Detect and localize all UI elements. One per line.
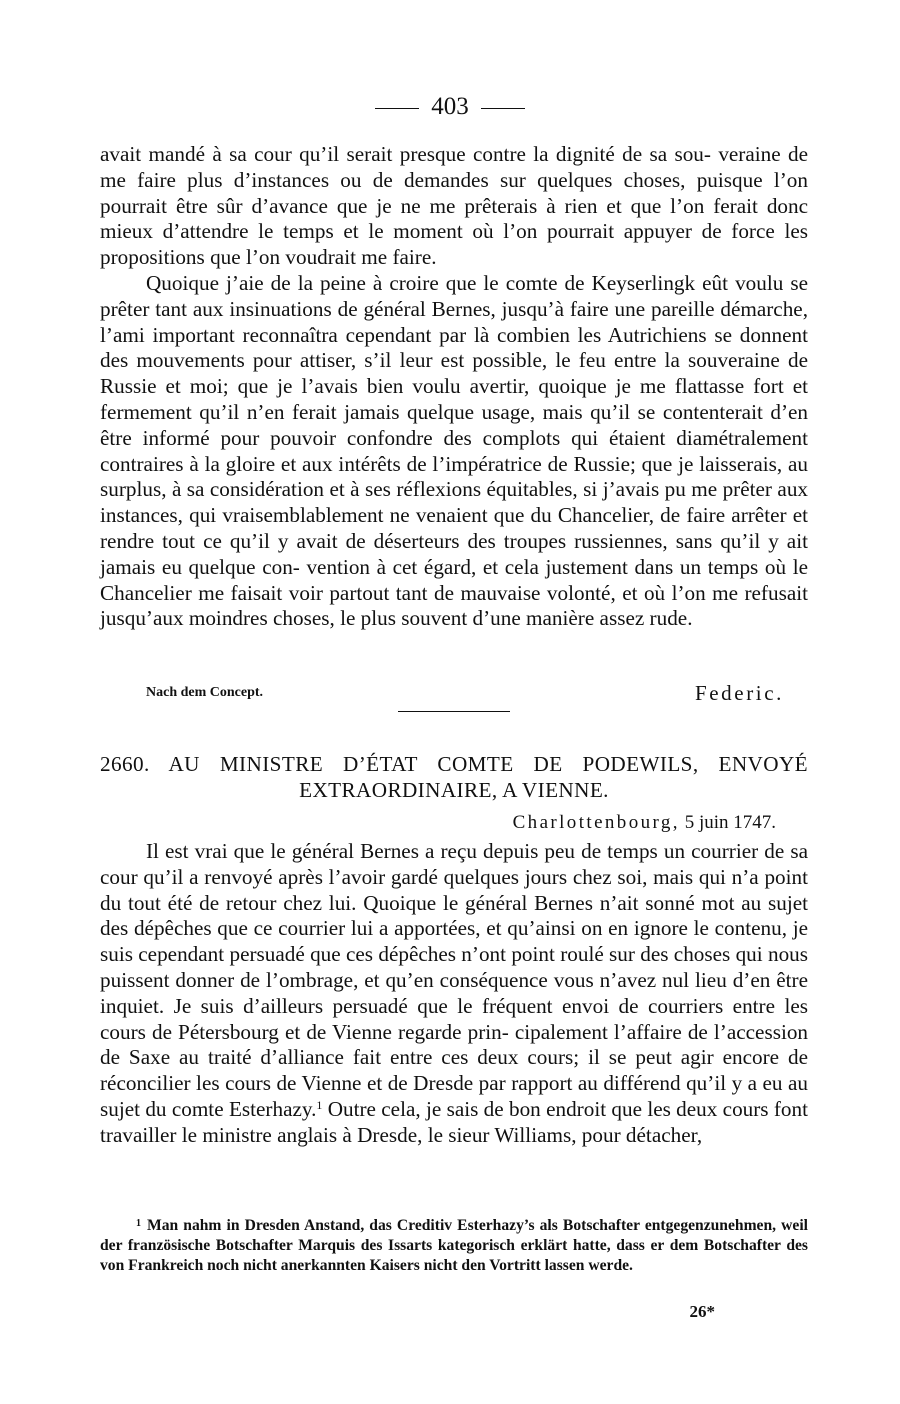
text-line: courrier de sa cour qu’il a renvoyé après l’avoir gardé quelques jours xyxy=(100,839,808,889)
text-line: persuadé que ces dépêches n’ont point roulé sur des choses qui nous xyxy=(229,942,809,967)
header-dash-left xyxy=(375,108,419,109)
text-line: combien les Autrichiens se donnent des mouvements pour attiser, s’il xyxy=(100,322,808,373)
text-line: lui a apportées, et qu’ainsi on en ignore le contenu, je suis cependant xyxy=(100,916,809,967)
page-number: 403 xyxy=(431,93,469,120)
footnote-marker: 1 xyxy=(136,1218,141,1229)
text-line: travailler le ministre anglais à Dresde, le sieur Williams, pour détacher, xyxy=(100,1122,703,1147)
dateline-place: Charlottenbourg, xyxy=(512,812,680,833)
text-line: laisserais, au surplus, à sa considération et à ses réflexions équitables, si xyxy=(100,451,808,502)
text-line: Il est vrai que le général Bernes a reçu depuis peu de temps un xyxy=(146,839,686,863)
text-line: de courriers entre les cours de Pétersbourg et de Vienne regarde prin- xyxy=(100,993,808,1044)
header-dash-right xyxy=(481,108,525,109)
text-line: et que l’on ferait donc mieux d’attendre le temps et le moment où xyxy=(100,193,809,244)
closing-row xyxy=(146,679,786,709)
text-line: veraine de me faire plus d’instances ou de demandes sur quelques choses, xyxy=(100,142,809,192)
text-line: Esterhazy. xyxy=(228,1096,317,1121)
footnote-text: Man nahm in Dresden Anstand, das Creditiv Esterhazy’s als Botschafter entgegenzunehmen, weil der französische Botschafter Marquis des Issarts kategorisch erklärt hatte, dass er dem Botschafter des von Frankreich noch nicht anerkannten Kaisers nicht den Vortritt lassen werde. xyxy=(100,1217,808,1275)
heading-line-2: EXTRAORDINAIRE, A VIENNE. xyxy=(299,778,609,802)
text-line: j’avais pu me prêter aux instances, qui vraisemblablement ne venaient xyxy=(100,477,809,528)
text-line: vention à cet égard, et cela justement dans un temps où le Chancelier xyxy=(100,554,808,605)
text-line: informé pour pouvoir confondre des complots qui étaient diamétralement xyxy=(142,425,808,450)
paragraph-keyserlingk xyxy=(100,271,808,632)
text-line: puissent donner de l’ombrage, et qu’en conséquence vous n’avez nul xyxy=(100,967,690,992)
text-line: voulu se prêter tant aux insinuations de général Bernes, jusqu’à faire xyxy=(100,270,809,321)
footnote-reference[interactable]: 1 xyxy=(316,1097,323,1112)
section-divider xyxy=(398,711,510,712)
text-line: que du Chancelier, de faire arrêter et rendre tout ce qu’il y avait de xyxy=(100,503,808,553)
text-line: ces deux cours; il se peut agir encore de réconcilier les cours de Vienne xyxy=(100,1045,809,1096)
paragraph-bernes xyxy=(100,839,808,1149)
text-line: Quoique j’aie de la peine à croire que le comte de Keyserlingk eût xyxy=(146,270,729,295)
text-line: jusqu’aux moindres choses, le plus souvent d’une manière assez rude. xyxy=(100,606,693,631)
text-line: lieu d’en être inquiet. Je suis d’ailleurs persuadé que le fréquent envoi xyxy=(100,967,809,1018)
footnote xyxy=(100,1214,808,1277)
text-line: chez soi, mais qui n’a point du tout été de retour chez lui. Quoique xyxy=(100,864,808,915)
page-header xyxy=(0,92,900,122)
text-line: me faisait voir partout tant de mauvaise volonté, et où l’on me refusait xyxy=(198,580,809,605)
text-line: contraires à la gloire et aux intérêts de l’impératrice de Russie; que je xyxy=(100,451,694,476)
text-line: le général Bernes n’ait sonné mot au sujet des dépêches que ce courrier xyxy=(100,890,808,941)
text-line: une pareille démarche, l’ami important reconnaîtra cependant par là xyxy=(100,296,809,347)
text-line: leur est possible, le feu entre la souveraine de Russie et moi; que je xyxy=(100,348,808,399)
heading-line-1: 2660. AU MINISTRE D’ÉTAT COMTE DE PODEWILS, ENVOYÉ xyxy=(100,752,808,776)
text-line: déserteurs des troupes russiennes, sans qu’il y ait jamais eu quelque con- xyxy=(100,528,808,579)
letter-continuation xyxy=(100,142,808,632)
dateline-date: 5 juin 1747. xyxy=(684,812,776,833)
paragraph-continued xyxy=(100,142,808,271)
document-heading xyxy=(100,751,808,803)
printer-signature-mark: 26* xyxy=(689,1302,715,1321)
text-line: et de Dresde par rapport au différend qu’il y a eu au sujet du comte xyxy=(100,1071,809,1121)
letter-body xyxy=(100,839,808,1149)
text-line: l’on pourrait appuyer de force les propositions que l’on voudrait me faire. xyxy=(100,219,808,270)
signature: Federic. xyxy=(694,681,784,705)
text-line: n’en ferait jamais quelque usage, mais qu’il se contenterait d’en être xyxy=(100,399,808,450)
source-note: Nach dem Concept. xyxy=(146,685,264,700)
text-line: cipalement l’affaire de l’accession de Saxe au traité d’alliance fait entre xyxy=(100,1019,809,1070)
text-line: l’avais bien voulu avertir, quoique je me flattasse fort et fermement qu’il xyxy=(100,374,808,424)
dateline xyxy=(513,812,776,834)
text-line: puisque l’on pourrait être sûr d’avance que je ne me prêterais à rien xyxy=(100,167,808,218)
text-line: Outre cela, je sais de bon endroit que les deux cours font xyxy=(322,1096,809,1121)
text-line: avait mandé à sa cour qu’il serait presque contre la dignité de sa sou- xyxy=(100,142,711,166)
